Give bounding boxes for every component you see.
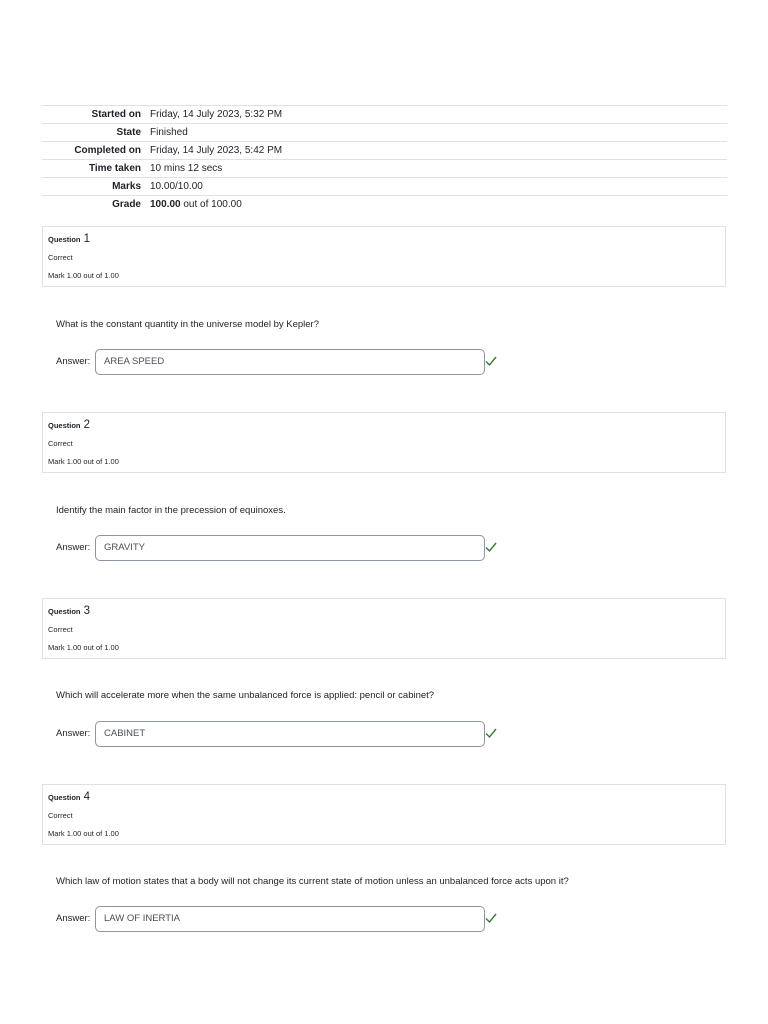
summary-value: Friday, 14 July 2023, 5:32 PM xyxy=(150,109,283,120)
question-word: Question xyxy=(48,421,81,430)
check-icon xyxy=(485,912,497,924)
answer-label: Answer: xyxy=(56,913,91,924)
summary-label: Grade xyxy=(112,199,141,210)
summary-label: Time taken xyxy=(88,163,141,174)
check-icon xyxy=(485,355,497,367)
summary-value: Finished xyxy=(150,127,188,138)
question-text-3: Which will accelerate more when the same unbalanced force is applied: pencil or cabinet? xyxy=(56,690,435,701)
question-word: Question xyxy=(48,235,81,244)
summary-row-time-taken xyxy=(42,160,727,178)
summary-value: 10.00/10.00 xyxy=(150,181,203,192)
question-grade: Mark 1.00 out of 1.00 xyxy=(48,271,119,280)
summary-row-grade xyxy=(42,196,727,214)
question-num: 3 xyxy=(83,605,91,617)
answer-row-3 xyxy=(56,721,516,747)
summary-label: Completed on xyxy=(74,145,141,156)
summary-label: Marks xyxy=(112,181,141,192)
question-number xyxy=(48,791,90,803)
summary-row-completed xyxy=(42,142,727,160)
question-number xyxy=(48,419,90,431)
summary-value: 10 mins 12 secs xyxy=(150,163,223,174)
question-info-3 xyxy=(42,598,726,659)
question-state: Correct xyxy=(48,811,73,820)
question-num: 2 xyxy=(83,419,91,431)
answer-label: Answer: xyxy=(56,542,91,553)
question-num: 1 xyxy=(83,233,91,245)
answer-label: Answer: xyxy=(56,356,91,367)
question-word: Question xyxy=(48,607,81,616)
question-grade: Mark 1.00 out of 1.00 xyxy=(48,457,119,466)
answer-input-3[interactable]: CABINET xyxy=(95,721,485,747)
question-word: Question xyxy=(48,793,81,802)
summary-value xyxy=(150,196,727,214)
question-state: Correct xyxy=(48,625,73,634)
grade-value-rest: out of 100.00 xyxy=(180,199,242,210)
summary-row-started xyxy=(42,106,727,124)
summary-label: Started on xyxy=(91,109,141,120)
question-state: Correct xyxy=(48,253,73,262)
summary-row-marks xyxy=(42,178,727,196)
question-info-4 xyxy=(42,784,726,845)
answer-row-4 xyxy=(56,906,516,932)
summary-row-state xyxy=(42,124,727,142)
question-number xyxy=(48,233,90,245)
question-grade: Mark 1.00 out of 1.00 xyxy=(48,643,119,652)
answer-row-1 xyxy=(56,349,516,375)
question-text-2: Identify the main factor in the precession of equinoxes. xyxy=(56,505,286,516)
question-text-4: Which law of motion states that a body will not change its current state of motion unless an unbalanced force acts upon it? xyxy=(56,876,569,887)
answer-input-4[interactable]: LAW OF INERTIA xyxy=(95,906,485,932)
attempt-summary-table xyxy=(42,105,727,213)
check-icon xyxy=(485,727,497,739)
answer-input-1[interactable]: AREA SPEED xyxy=(95,349,485,375)
question-grade: Mark 1.00 out of 1.00 xyxy=(48,829,119,838)
answer-input-2[interactable]: GRAVITY xyxy=(95,535,485,561)
summary-label: State xyxy=(116,127,141,138)
question-info-1 xyxy=(42,226,726,287)
check-icon xyxy=(485,541,497,553)
question-info-2 xyxy=(42,412,726,473)
question-text-1: What is the constant quantity in the universe model by Kepler? xyxy=(56,319,319,330)
answer-row-2 xyxy=(56,535,516,561)
answer-label: Answer: xyxy=(56,728,91,739)
summary-value: Friday, 14 July 2023, 5:42 PM xyxy=(150,145,283,156)
grade-value-strong: 100.00 xyxy=(150,199,181,210)
question-num: 4 xyxy=(83,791,91,803)
question-number xyxy=(48,605,90,617)
question-state: Correct xyxy=(48,439,73,448)
